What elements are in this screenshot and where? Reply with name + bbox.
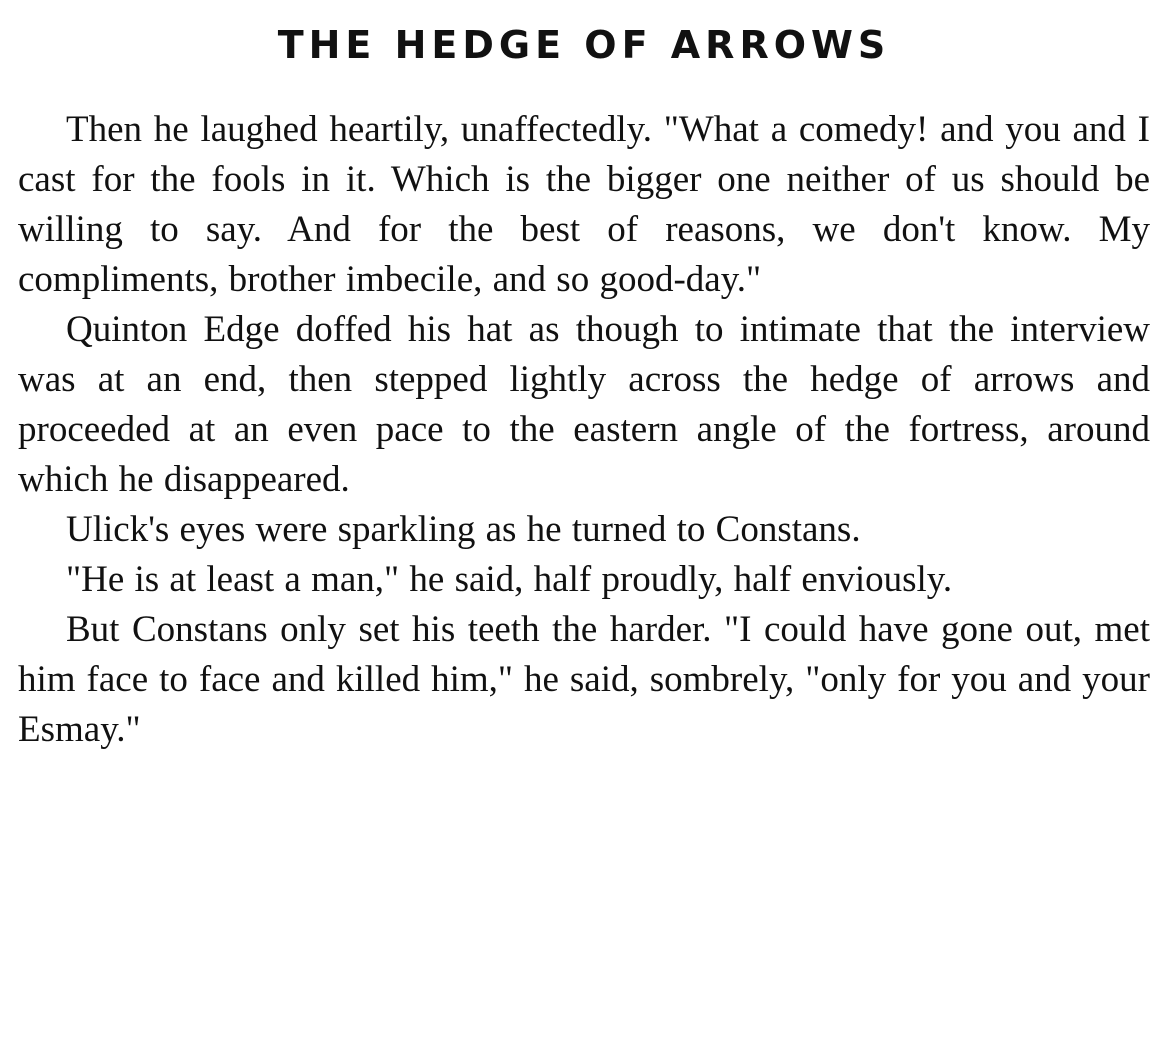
body-text	[18, 105, 1150, 755]
book-page	[18, 0, 1150, 755]
paragraph: Ulick's eyes were sparkling as he turned to Constans.	[66, 509, 861, 550]
paragraph: "He is at least a man," he said, half proudly, half enviously.	[66, 559, 953, 600]
paragraph: Then he laughed heartily, unaffectedly. "What a comedy! and you and I cast for the fools in it. Which is the bigger one neither of us should be willing to say. And for the best of reasons, we don't know. My compliments, brother imbecile, and so good-day."	[18, 109, 1150, 300]
paragraph: But Constans only set his teeth the harder. "I could have gone out, met him face to face and killed him," he said, sombrely, "only for you and your Esmay."	[18, 609, 1150, 750]
paragraph: Quinton Edge doffed his hat as though to intimate that the interview was at an end, then stepped lightly across the hedge of arrows and proceeded at an even pace to the eastern angle of the fortress, around which he disappeared.	[18, 309, 1150, 500]
running-title: THE HEDGE OF ARROWS	[277, 23, 891, 67]
